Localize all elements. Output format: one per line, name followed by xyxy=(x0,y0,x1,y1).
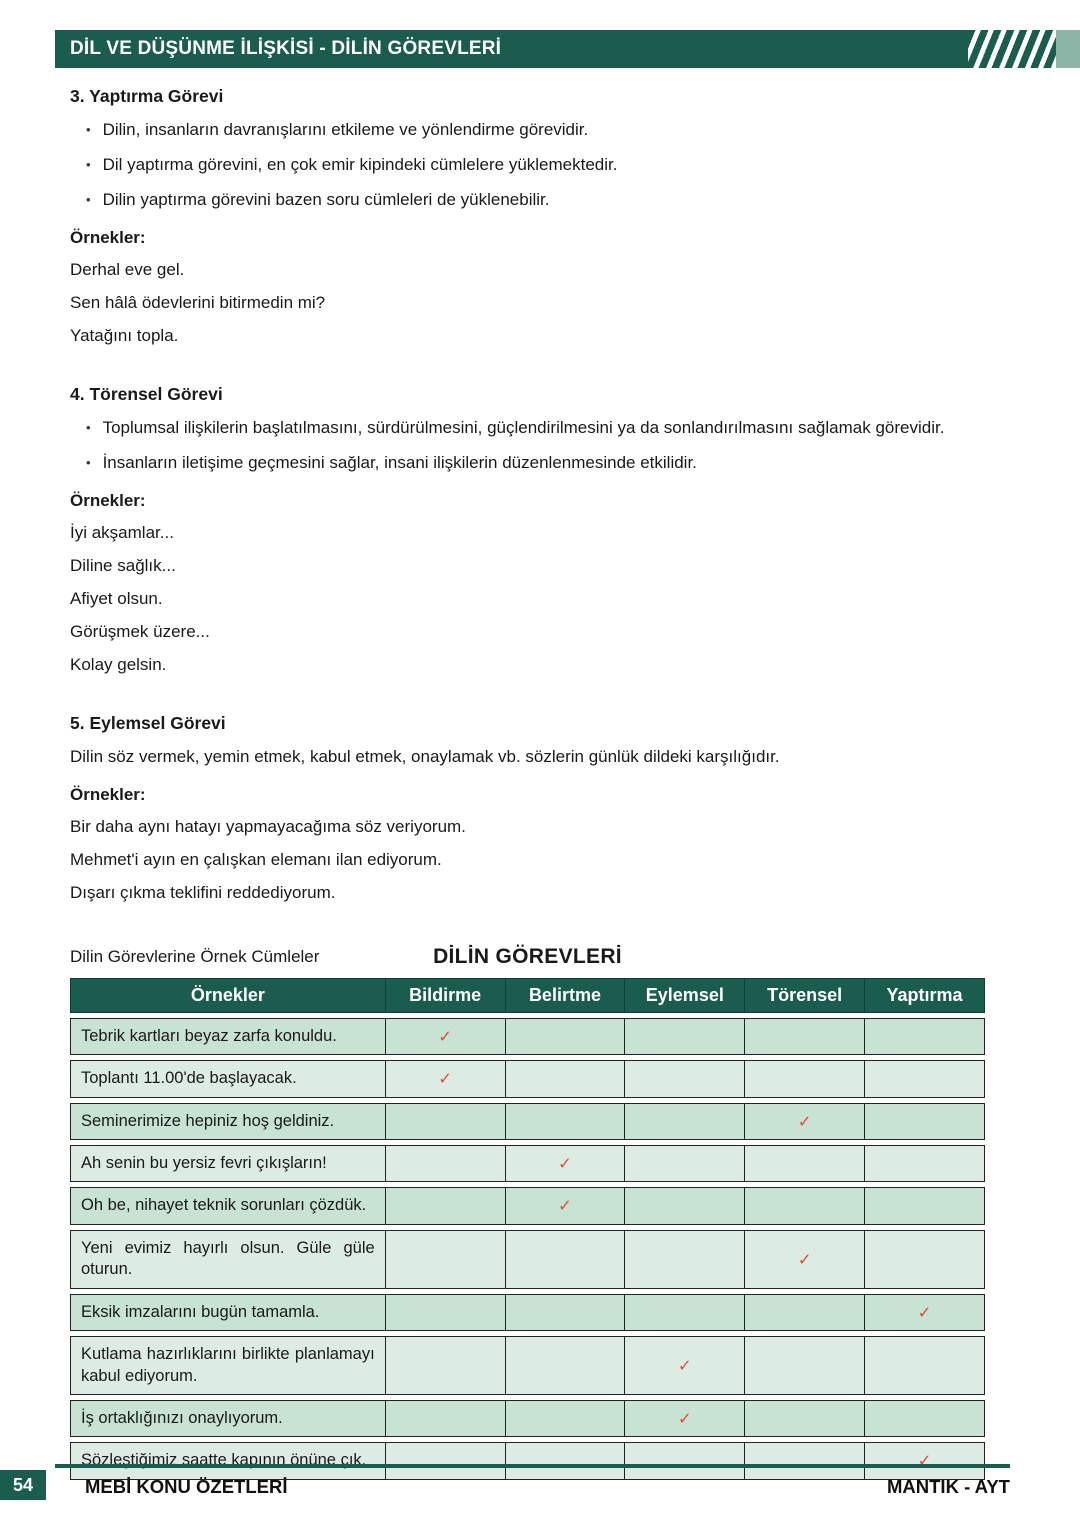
check-cell-bildirme xyxy=(386,1230,506,1289)
page-footer xyxy=(0,1464,1080,1506)
table-row xyxy=(70,1230,985,1289)
check-cell-eylemsel xyxy=(625,1103,745,1140)
check-cell-yaptirma: ✓ xyxy=(865,1442,985,1479)
table-title: DİLİN GÖREVLERİ xyxy=(433,944,622,968)
column-header-belirtme: Belirtme xyxy=(506,978,626,1013)
bullet-icon: • xyxy=(86,454,91,470)
check-cell-bildirme xyxy=(386,1103,506,1140)
table-row xyxy=(70,1336,985,1395)
check-cell-belirtme xyxy=(506,1018,626,1055)
examples-label: Örnekler: xyxy=(70,227,146,247)
check-cell-yaptirma xyxy=(865,1103,985,1140)
bullet-icon: • xyxy=(86,191,91,207)
column-header-yaptirma: Yaptırma xyxy=(865,978,985,1013)
table-row xyxy=(70,1294,985,1331)
bullet-item xyxy=(70,119,985,142)
bullet-item xyxy=(70,189,985,212)
table-row xyxy=(70,1400,985,1437)
section-torensel-gorevi xyxy=(70,384,985,675)
sentence-cell: Kutlama hazırlıklarını birlikte planlamayı kabul ediyorum. xyxy=(70,1336,386,1395)
content xyxy=(0,86,1080,1485)
footer-divider xyxy=(55,1464,1010,1468)
bullet-text: Toplumsal ilişkilerin başlatılmasını, sürdürülmesini, güçlendirilmesini ya da sonlandırılmasını sağlamak görevidir. xyxy=(102,417,945,437)
section-eylemsel-gorevi xyxy=(70,713,985,903)
footer-row xyxy=(0,1476,1080,1498)
table-caption-row xyxy=(70,941,985,971)
example-sentence: Görüşmek üzere... xyxy=(70,621,210,641)
example-sentence: Kolay gelsin. xyxy=(70,654,167,674)
table-row xyxy=(70,1187,985,1224)
check-cell-torensel: ✓ xyxy=(745,1230,865,1289)
gorevler-table-block xyxy=(70,941,985,1485)
check-cell-torensel xyxy=(745,1145,865,1182)
example-sentence: Afiyet olsun. xyxy=(70,588,163,608)
bullet-list xyxy=(70,119,985,212)
examples-label: Örnekler: xyxy=(70,490,146,510)
check-cell-belirtme: ✓ xyxy=(506,1187,626,1224)
check-cell-eylemsel xyxy=(625,1145,745,1182)
check-cell-yaptirma xyxy=(865,1230,985,1289)
sentence-cell: Ah senin bu yersiz fevri çıkışların! xyxy=(70,1145,386,1182)
bullet-icon: • xyxy=(86,156,91,172)
check-cell-bildirme xyxy=(386,1336,506,1395)
check-cell-torensel: ✓ xyxy=(745,1103,865,1140)
page-title: DİL VE DÜŞÜNME İLİŞKİSİ - DİLİN GÖREVLERİ xyxy=(70,38,502,59)
check-cell-eylemsel xyxy=(625,1187,745,1224)
sentence-cell: Yeni evimiz hayırlı olsun. Güle güle oturun. xyxy=(70,1230,386,1289)
bullet-icon: • xyxy=(86,122,91,137)
check-cell-yaptirma xyxy=(865,1400,985,1437)
check-cell-torensel xyxy=(745,1187,865,1224)
check-cell-belirtme xyxy=(506,1400,626,1437)
section-yaptirma-gorevi xyxy=(70,86,985,346)
sentence-cell: Tebrik kartları beyaz zarfa konuldu. xyxy=(70,1018,386,1055)
sentence-cell: Seminerimize hepiniz hoş geldiniz. xyxy=(70,1103,386,1140)
check-cell-eylemsel xyxy=(625,1230,745,1289)
sentence-cell: Eksik imzalarını bugün tamamla. xyxy=(70,1294,386,1331)
bullet-text: Dilin yaptırma görevini bazen soru cümleleri de yüklenebilir. xyxy=(102,189,550,209)
example-sentence: Bir daha aynı hatayı yapmayacağıma söz veriyorum. xyxy=(70,816,466,836)
table-row xyxy=(70,1060,985,1097)
examples-label: Örnekler: xyxy=(70,784,146,804)
check-cell-torensel xyxy=(745,1336,865,1395)
check-cell-belirtme: ✓ xyxy=(506,1145,626,1182)
example-sentence: Diline sağlık... xyxy=(70,555,176,575)
check-cell-eylemsel xyxy=(625,1060,745,1097)
example-sentence: İyi akşamlar... xyxy=(70,522,174,542)
check-cell-bildirme: ✓ xyxy=(386,1060,506,1097)
check-cell-bildirme xyxy=(386,1294,506,1331)
bullet-icon: • xyxy=(86,419,91,435)
check-cell-yaptirma: ✓ xyxy=(865,1294,985,1331)
check-cell-eylemsel: ✓ xyxy=(625,1336,745,1395)
sentence-cell: Sözleştiğimiz saatte kapının önüne çık. xyxy=(70,1442,386,1479)
check-cell-yaptirma xyxy=(865,1336,985,1395)
check-cell-bildirme xyxy=(386,1187,506,1224)
column-header-bildirme: Bildirme xyxy=(386,978,506,1013)
check-cell-belirtme xyxy=(506,1230,626,1289)
check-cell-bildirme xyxy=(386,1145,506,1182)
check-cell-yaptirma xyxy=(865,1060,985,1097)
check-cell-eylemsel xyxy=(625,1018,745,1055)
sentence-cell: İş ortaklığınızı onaylıyorum. xyxy=(70,1400,386,1437)
section-title: 4. Törensel Görevi xyxy=(70,383,223,404)
page-header-bar xyxy=(55,30,1080,68)
example-sentence: Dışarı çıkma teklifini reddediyorum. xyxy=(70,882,336,902)
check-cell-yaptirma xyxy=(865,1018,985,1055)
example-sentence: Sen hâlâ ödevlerini bitirmedin mi? xyxy=(70,292,326,312)
check-cell-yaptirma xyxy=(865,1145,985,1182)
section-intro: Dilin söz vermek, yemin etmek, kabul etmek, onaylamak vb. sözlerin günlük dildeki karşılığıdır. xyxy=(70,746,780,766)
bullet-text: İnsanların iletişime geçmesini sağlar, insani ilişkilerin düzenlenmesinde etkilidir. xyxy=(102,452,697,472)
check-cell-eylemsel xyxy=(625,1294,745,1331)
table-caption: Dilin Görevlerine Örnek Cümleler xyxy=(70,946,320,966)
section-title: 3. Yaptırma Görevi xyxy=(70,86,224,106)
example-sentence: Mehmet'i ayın en çalışkan elemanı ilan ediyorum. xyxy=(70,849,442,869)
table-header-row xyxy=(70,978,985,1013)
sentence-cell: Oh be, nihayet teknik sorunları çözdük. xyxy=(70,1187,386,1224)
bullet-item xyxy=(70,154,985,177)
check-cell-belirtme xyxy=(506,1103,626,1140)
column-header-torensel: Törensel xyxy=(745,978,865,1013)
check-cell-torensel xyxy=(745,1400,865,1437)
check-cell-torensel xyxy=(745,1060,865,1097)
table-row xyxy=(70,1145,985,1182)
page-number-badge: 54 xyxy=(0,1470,46,1500)
bullet-item xyxy=(70,452,985,475)
example-sentence: Yatağını topla. xyxy=(70,325,179,345)
footer-course-label: MANTIK - AYT xyxy=(887,1476,1010,1497)
check-cell-torensel xyxy=(745,1018,865,1055)
bullet-text: Dilin, insanların davranışlarını etkileme ve yönlendirme görevidir. xyxy=(102,120,589,139)
check-cell-belirtme xyxy=(506,1294,626,1331)
dilin-gorevleri-table xyxy=(70,973,985,1485)
section-title: 5. Eylemsel Görevi xyxy=(70,712,226,733)
example-sentence: Derhal eve gel. xyxy=(70,259,185,279)
column-header-eylemsel: Eylemsel xyxy=(625,978,745,1013)
column-header-ornekler: Örnekler xyxy=(70,978,386,1013)
header-corner-decoration xyxy=(1056,30,1080,68)
footer-series-label: MEBİ KONU ÖZETLERİ xyxy=(85,1476,288,1497)
check-cell-bildirme xyxy=(386,1400,506,1437)
check-cell-yaptirma xyxy=(865,1187,985,1224)
diagonal-stripes-decoration xyxy=(968,30,1056,68)
bullet-item xyxy=(70,417,985,440)
bullet-text: Dil yaptırma görevini, en çok emir kipindeki cümlelere yüklemektedir. xyxy=(102,154,618,174)
check-cell-bildirme: ✓ xyxy=(386,1018,506,1055)
check-cell-eylemsel: ✓ xyxy=(625,1400,745,1437)
table-row xyxy=(70,1103,985,1140)
bullet-list xyxy=(70,417,985,475)
check-cell-belirtme xyxy=(506,1336,626,1395)
sentence-cell: Toplantı 11.00'de başlayacak. xyxy=(70,1060,386,1097)
table-row xyxy=(70,1018,985,1055)
check-cell-belirtme xyxy=(506,1060,626,1097)
check-cell-torensel xyxy=(745,1294,865,1331)
